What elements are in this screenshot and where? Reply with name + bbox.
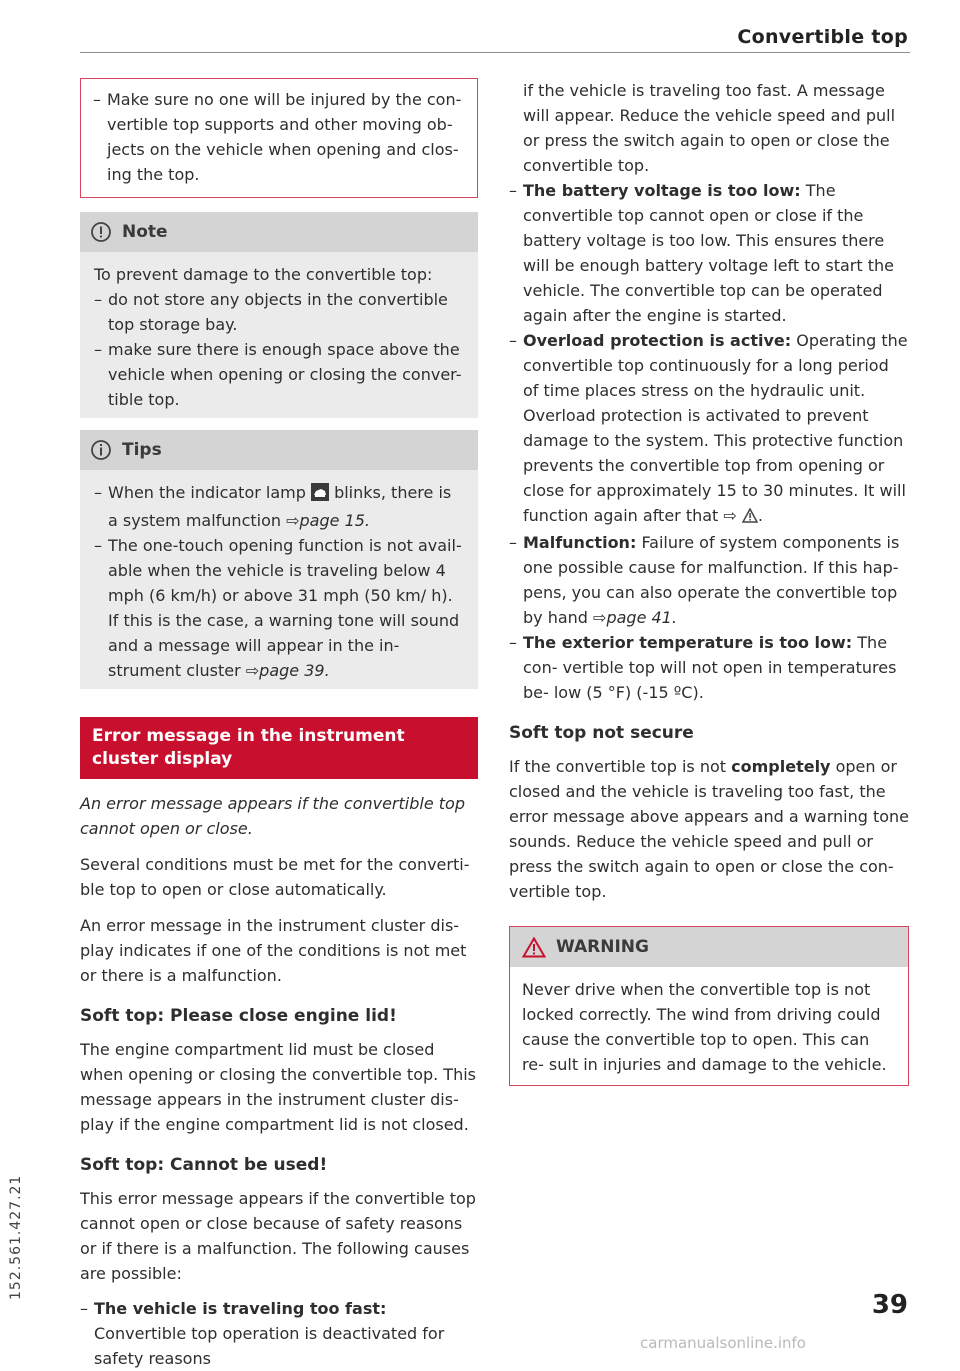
tips-box [80, 430, 478, 689]
convertible-top-indicator-icon [311, 483, 329, 508]
exclamation-circle-icon [90, 221, 112, 243]
note-box [80, 212, 478, 418]
right-column [509, 78, 909, 1086]
page-reference-link[interactable]: page 39. [259, 661, 330, 680]
margin-document-code: 152.561.427.21 [8, 1174, 24, 1300]
arrow-ref-icon: ⇨ [593, 608, 607, 627]
note-lead: To prevent damage to the convertible top: [94, 265, 433, 284]
section-lead: An error message appears if the convertible top cannot open or close. [80, 794, 465, 838]
note-list-item: – make sure there is enough space above the vehicle when opening or closing the conver- tible top. [94, 337, 464, 412]
info-circle-icon [90, 439, 112, 461]
warning-text: Never drive when the convertible top is not locked correctly. The wind from driving could cause the convertible top to open. This can re- sult in injuries and damage to the vehicle. [522, 980, 887, 1074]
watermark: carmanualsonline.info [640, 1334, 806, 1352]
arrow-ref-icon: ⇨ [286, 511, 300, 530]
cause-list-item: – Overload protection is active: Operating the convertible top continuously for a long period of time places stress on the hydraulic unit. Overload protection is activated to prevent damage to the system. This protective function prevents the convertible top from opening or close for approximately 15 to 30 minutes. It will function again after that ⇨ . [509, 328, 909, 530]
note-header [80, 212, 478, 252]
cause-list-item: – The exterior temperature is too low: The con- vertible top will not open in temperatures be- low (5 °F) (-15 ºC). [509, 630, 909, 705]
subheading: Soft top: Cannot be used! [80, 1155, 328, 1175]
tips-header [80, 430, 478, 470]
cause-list-item: – The battery voltage is too low: The convertible top cannot open or close if the battery voltage is too low. This ensures there will be enough battery voltage left to start the vehicle. The convertible top can be operated again after the engine is started. [509, 178, 909, 328]
warning-continuation-box [80, 78, 478, 198]
warning-title: WARNING [556, 936, 649, 957]
paragraph: If the convertible top is not completely open or closed and the vehicle is traveling too fast, the error message above appears and a warning tone sounds. Reduce the vehicle speed and pull or press the switch again to open or close the con- vertible top. [509, 757, 910, 901]
subheading: Soft top: Please close engine lid! [80, 1006, 397, 1026]
section-heading: Error message in the instrument cluster display [80, 717, 478, 779]
paragraph: The engine compartment lid must be closed when opening or closing the convertible top. This message appears in the instrument cluster dis- play if the engine compartment lid is not closed. [80, 1040, 476, 1134]
tips-list-item: – When the indicator lamp blinks, there is a system malfunction ⇨page 15. [94, 480, 464, 533]
paragraph: This error message appears if the convertible top cannot open or close because of safety reasons or if there is a malfunction. The following causes are possible: [80, 1189, 476, 1283]
note-title: Note [122, 221, 168, 242]
tips-list-item: – The one-touch opening function is not avail- able when the vehicle is traveling below 4 mph (6 km/h) or above 31 mph (50 km/ h). If this is the case, a warning tone will sound and a message will appear in the in- strument cluster ⇨page 39. [94, 533, 464, 683]
subheading: Soft top not secure [509, 723, 694, 743]
warning-header [510, 927, 908, 967]
cause-list-item: – Malfunction: Failure of system components is one possible cause for malfunction. If this hap- pens, you can also operate the convertible top by hand ⇨page 41. [509, 530, 909, 630]
page-reference-link[interactable]: page 41. [606, 608, 677, 627]
cause-list-item: – The vehicle is traveling too fast: Convertible top operation is deactivated for safety reasons [80, 1296, 478, 1371]
left-column [80, 78, 478, 1371]
warning-box [509, 926, 909, 1086]
tips-body [80, 470, 478, 689]
note-list-item: – do not store any objects in the convertible top storage bay. [94, 287, 464, 337]
warning-list-item: – Make sure no one will be injured by the con- vertible top supports and other moving ob- jects on the vehicle when opening and clos- ing the top. [93, 87, 465, 187]
note-body [80, 252, 478, 418]
page-number: 39 [871, 1290, 908, 1320]
paragraph: Several conditions must be met for the converti- ble top to open or close automatically. [80, 855, 470, 899]
tips-title: Tips [122, 439, 162, 460]
page-reference-link[interactable]: page 15. [299, 511, 371, 530]
warning-triangle-icon [522, 937, 546, 958]
paragraph-continuation: if the vehicle is traveling too fast. A message will appear. Reduce the vehicle speed and pull or press the switch again to open or close the convertible top. [523, 81, 896, 175]
paragraph: An error message in the instrument cluster dis- play indicates if one of the conditions is not met or there is a malfunction. [80, 916, 467, 985]
arrow-ref-icon: ⇨ [245, 661, 260, 680]
header-rule [80, 52, 910, 53]
running-header-title: Convertible top [737, 26, 908, 48]
arrow-ref-icon: ⇨ [723, 506, 737, 525]
warning-triangle-icon[interactable] [742, 505, 758, 530]
